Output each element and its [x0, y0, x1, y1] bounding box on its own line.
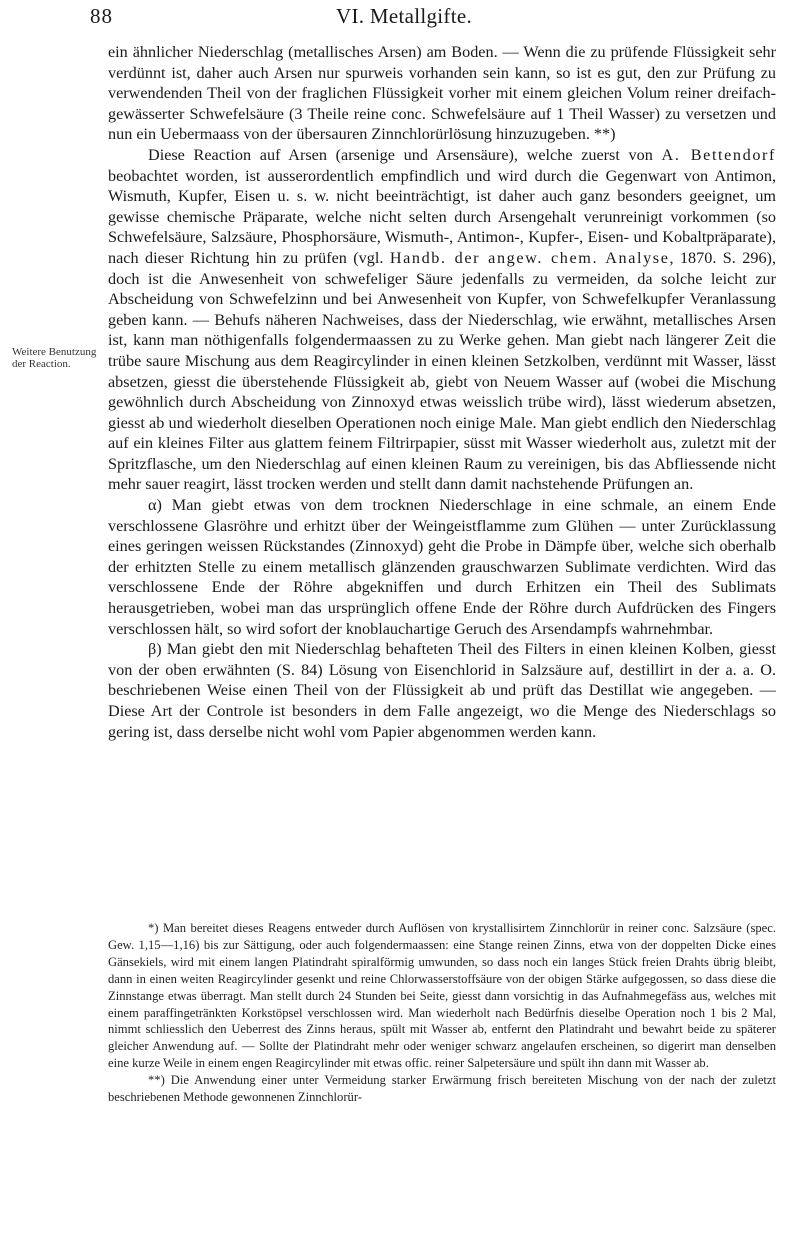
footnotes: [108, 920, 776, 1106]
footnote: *) Man bereitet dieses Reagens entweder durch Auflösen von krystallisirtem Zinnchlorür in reiner conc. Salzsäure (spec. Gew. 1,15—1,16) bis zur Sättigung, oder auch folgendermaassen: eine Stange reinen Zinns, etwa von der doppelten Dicke eines Gänsekiels, wird mit einem langen Platindraht spiralförmig umwunden, so dass noch ein langes Stück freien Drahts übrig bleibt, dann in einen weiten Reagircylinder gesenkt und reine Chlorwasserstoffsäure von der obigen Stärke aufgegossen, so dass diese die Zinnstange etwas überragt. Man stellt durch 24 Stunden bei Seite, giesst dann vorsichtig in das Aufnahmegefäss aus, welches mit einem paraffingetränkten Korkstöpsel verschlossen wird. Man wiederholt nach Bedürfnis dieselbe Operation noch 1 bis 2 Mal, nimmt schliesslich den Ueberrest des Zinns heraus, spült mit Wasser ab, entfernt den Platindraht und bewahrt beide zu späterer gleicher Anwendung auf. — Sollte der Platindraht mehr oder weniger schwarz angelaufen erscheinen, so digerirt man denselben eine kurze Weile in einem engen Reagircylinder mit etwas offic. reiner Salpetersäure und spült ihn dann mit Wasser ab.: [108, 921, 776, 1071]
text-run: , 1870. S. 296), doch ist die Anwesenheit von schwefeliger Säure jedenfalls zu vermeiden, da solche leicht zur Abscheidung von Schwefelzinn und bei Anwesenheit von Kupfer, von Schwefelkupfer Veranlassung geben kann. — Behufs näheren Nachweises, dass der Niederschlag, wie erwähnt, metallisches Arsen ist, kann man nöthigenfalls folgendermaassen zu zu Werke gehen. Man giebt nach längerer Zeit die trübe saure Mischung aus dem Reagircylinder in einen kleinen Setzkolben, verdünnt mit Wasser, lässt absetzen, giesst die überstehende Flüssigkeit ab, giebt von Neuem Wasser auf (wobei die Mischung gewöhnlich durch Abscheidung von Zinnoxyd etwas weisslich trübe wird), lässt wiederum absetzen, giesst ab und wiederholt dieselben Operationen noch einige Male. Man giebt endlich den Niederschlag auf ein kleines Filter aus glattem feinem Filtrirpapier, süsst mit Wasser wiederholt aus, zuletzt mit der Spritzflasche, um den Niederschlag auf einen kleinen Raum zu vereinigen, bis das Abfliessende nicht mehr sauer reagirt, lässt trocken werden und stellt dann damit nachstehende Prüfungen an.: [108, 248, 776, 494]
paragraph: ein ähnlicher Niederschlag (metallisches Arsen) am Boden. — Wenn die zu prüfende Flüssigkeit sehr verdünnt ist, daher auch Arsen nur spurweis vorhanden sein kann, so ist es gut, den zur Prüfung zu verwendenden Theil von der fraglichen Flüssigkeit vorher mit einem gleichen Volum reiner dreifach-gewässerter Schwefelsäure (3 Theile reine conc. Schwefelsäure auf 1 Theil Wasser) zu versetzen und nun ein Uebermaass von der übersauren Zinnchlorürlösung hinzuzugeben. **): [108, 43, 776, 144]
page-header: [90, 4, 780, 38]
paragraph: β) Man giebt den mit Niederschlag behafteten Theil des Filters in einen kleinen Kolben, giesst von der oben erwähnten (S. 84) Lösung von Eisenchlorid in Salzsäure auf, destillirt in der a. a. O. beschriebenen Weise einen Theil von der Flüssigkeit ab und prüft das Destillat wie angegeben. — Diese Art der Controle ist besonders in dem Falle angezeigt, wo die Menge des Niederschlags so gering ist, dass derselbe nicht wohl vom Papier abgenommen werden kann.: [108, 640, 776, 741]
running-head: VI. Metallgifte.: [336, 4, 473, 28]
margin-note: Weitere Benutzung der Reaction.: [12, 346, 97, 370]
footnote: **) Die Anwendung einer unter Vermeidung starker Erwärmung frisch bereiteten Mischung von der nach der zuletzt beschriebenen Methode gewonnenen Zinnchlorür-: [108, 1073, 776, 1105]
paragraph: [108, 145, 776, 495]
author-name: A. Bettendorf: [661, 145, 776, 164]
main-text: [108, 42, 776, 742]
text-run: beobachtet worden, ist ausserordentlich empfindlich und wird durch die Gegenwart von Antimon, Wismuth, Kupfer, Eisen u. s. w. nicht beeinträchtigt, ist daher auch ganz besonders geeignet, um gewisse chemische Präparate, welche nicht selten durch Arsengehalt verunreinigt vorkommen (so Schwefelsäure, Salzsäure, Phosphorsäure, Wismuth-, Antimon-, Kupfer-, Eisen- und Kobaltpräparate), nach dieser Richtung hin zu prüfen (vgl.: [108, 166, 776, 267]
paragraph: α) Man giebt etwas von dem trocknen Niederschlage in eine schmale, an einem Ende verschlossene Glasröhre und erhitzt über der Weingeistflamme zum Glühen — unter Zurücklassung eines geringen weissen Rückstandes (Zinnoxyd) geht die Probe in Dämpfe über, welche sich oberhalb der erhitzten Stelle zu einem metallisch glänzenden grauschwarzen Sublimate verdichten. Wird das verschlossene Ende der Röhre abgekniffen und durch Erhitzen ein Theil des Sublimats herausgetrieben, wobei man das ursprünglich offene Ende der Röhre durch Aufdrücken des Fingers verschlossen hält, so wird sofort der knoblauchartige Geruch des Arsendampfs wahrnehmbar.: [108, 496, 776, 638]
journal-title: Handb. der angew. chem. Analyse: [389, 248, 670, 267]
page-number: 88: [90, 4, 113, 28]
text-run: Diese Reaction auf Arsen (arsenige und Arsensäure), welche zuerst von: [148, 145, 662, 164]
